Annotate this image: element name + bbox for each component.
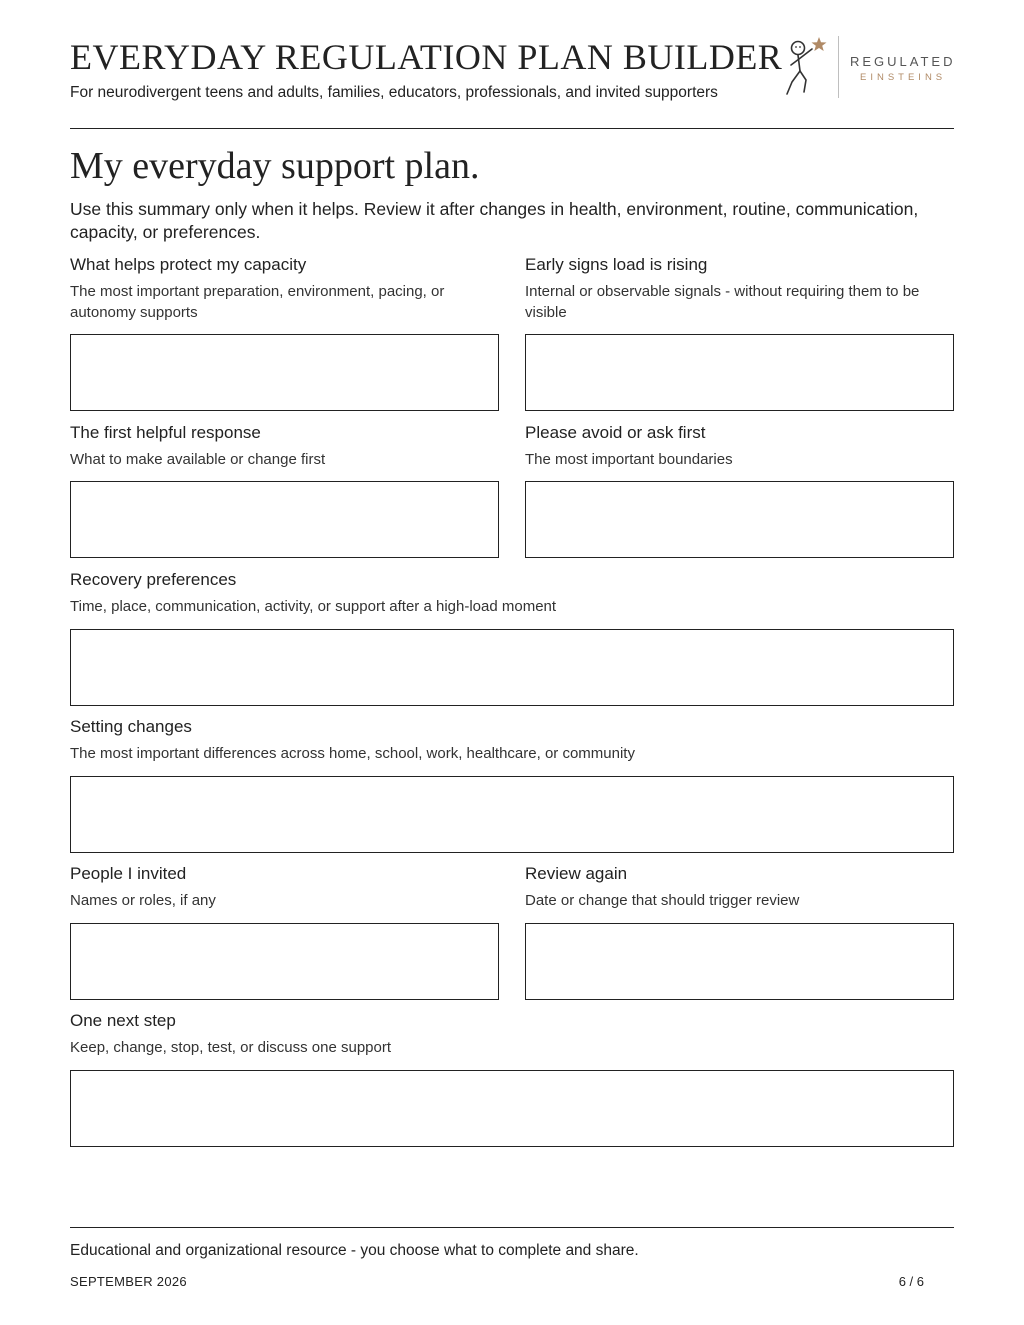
early-signs-input[interactable] [525, 334, 954, 411]
first-response-input[interactable] [70, 481, 499, 558]
field-hint: Internal or observable signals - without requiring them to be visible [525, 283, 920, 321]
field-avoid-ask-first [525, 423, 954, 558]
field-hint: The most important preparation, environment, pacing, or autonomy supports [70, 283, 445, 321]
logo-wordmark-regulated: REGULATED [850, 54, 956, 69]
field-review-again [525, 864, 954, 1000]
field-hint: The most important differences across home, school, work, healthcare, or community [70, 745, 635, 762]
capacity-protect-input[interactable] [70, 334, 499, 411]
field-label: People I invited [70, 864, 187, 883]
footer-date: SEPTEMBER 2026 [70, 1274, 187, 1289]
people-invited-input[interactable] [70, 923, 499, 1000]
intro-text: Use this summary only when it helps. Review it after changes in health, environment, routine, communication, capacity, or preferences. [70, 199, 919, 242]
field-label: What helps protect my capacity [70, 255, 307, 274]
field-label: Recovery preferences [70, 570, 237, 589]
field-hint: Date or change that should trigger review [525, 892, 800, 909]
document-subtitle: For neurodivergent teens and adults, families, educators, professionals, and invited supporters [70, 84, 718, 101]
field-label: The first helpful response [70, 423, 261, 442]
field-capacity-protect [70, 255, 499, 411]
avoid-ask-first-input[interactable] [525, 481, 954, 558]
recovery-preferences-input[interactable] [70, 629, 954, 706]
footer-divider [70, 1227, 954, 1228]
page-number: 6 / 6 [898, 1274, 924, 1289]
brand-logo [784, 34, 954, 102]
field-hint: What to make available or change first [70, 451, 326, 468]
field-hint: Keep, change, stop, test, or discuss one support [70, 1039, 392, 1056]
document-header [70, 32, 954, 129]
document-title: EVERYDAY REGULATION PLAN BUILDER [70, 37, 783, 77]
field-setting-changes [70, 717, 954, 853]
field-early-signs [525, 255, 954, 411]
field-hint: The most important boundaries [525, 451, 733, 468]
field-hint: Time, place, communication, activity, or support after a high-load moment [70, 598, 557, 615]
setting-changes-input[interactable] [70, 776, 954, 853]
field-recovery-preferences [70, 570, 954, 706]
next-step-input[interactable] [70, 1070, 954, 1147]
field-first-response [70, 423, 499, 558]
page-heading: My everyday support plan. [70, 145, 480, 187]
field-hint: Names or roles, if any [70, 892, 216, 909]
field-label: Review again [525, 864, 628, 883]
review-again-input[interactable] [525, 923, 954, 1000]
field-label: Please avoid or ask first [525, 423, 706, 442]
field-label: One next step [70, 1011, 176, 1030]
field-people-invited [70, 864, 499, 1000]
stick-figure-star-icon [784, 34, 832, 100]
logo-wordmark-einsteins: EINSTEINS [860, 72, 947, 83]
field-label: Setting changes [70, 717, 192, 736]
field-next-step [70, 1011, 954, 1147]
field-label: Early signs load is rising [525, 255, 708, 274]
footer-note: Educational and organizational resource - you choose what to complete and share. [70, 1242, 639, 1259]
